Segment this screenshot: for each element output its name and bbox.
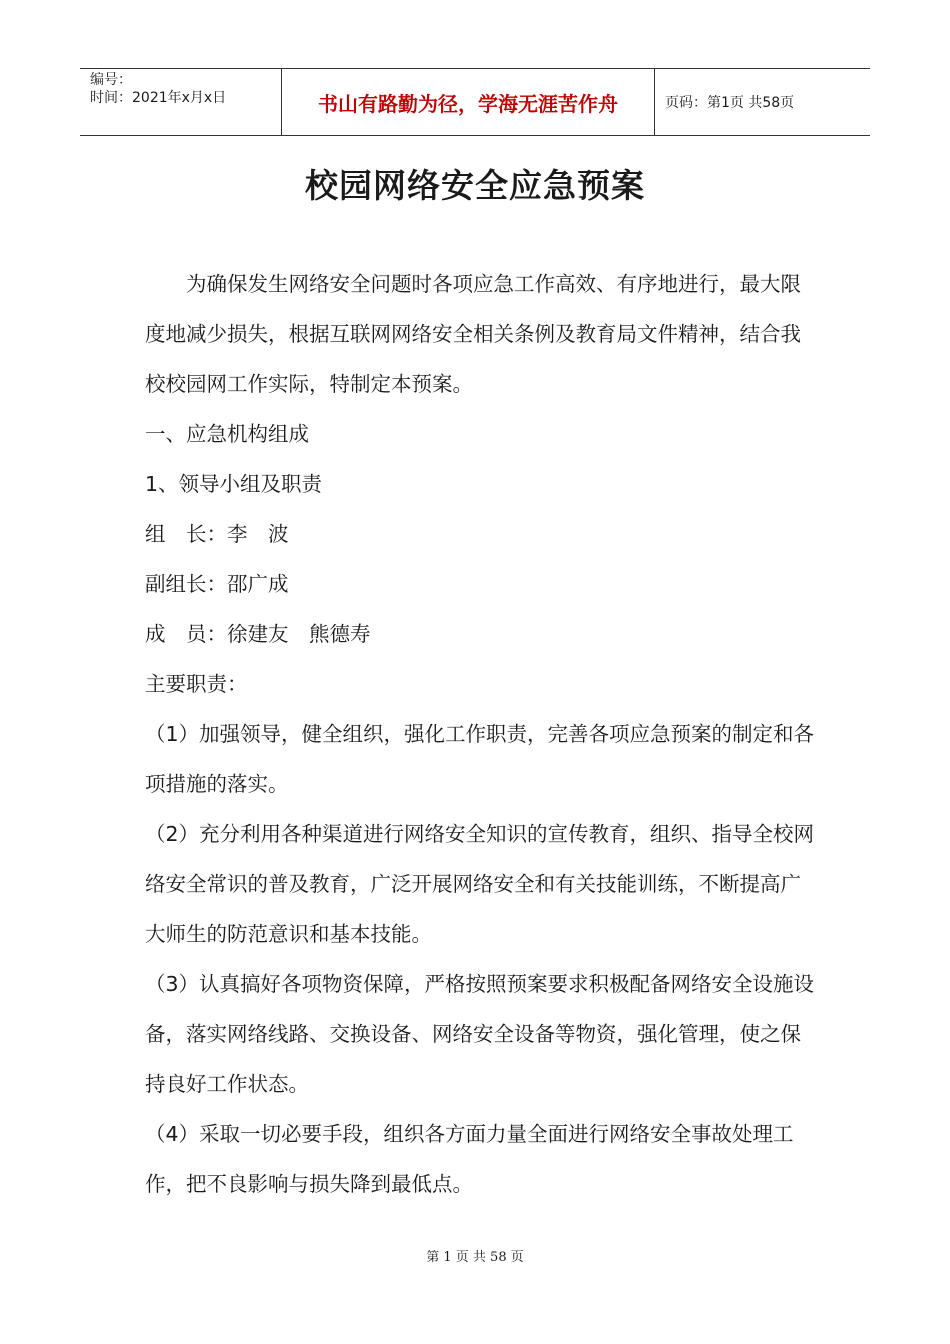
deputy-leader-line: 副组长：邵广成 [145,572,289,596]
document-time: 时间：2021年x月x日 [90,90,227,106]
leader-line: 组 长：李 波 [145,522,289,546]
duty-item: （3）认真搞好各项物资保障，严格按照预案要求积极配备网络安全设施设备，落实网络线路、交换设备、网络安全设备等物资，强化管理，使之保持良好工作状态。 [145,972,815,1096]
subsection-heading: 1、领导小组及职责 [145,472,323,496]
members-line: 成 员：徐建友 熊德寿 [145,622,371,646]
duty-item: （4）采取一切必要手段，组织各方面力量全面进行网络安全事故处理工作，把不良影响与损失降到最低点。 [145,1122,794,1196]
header-page-info: 页码：第1页 共58页 [665,95,795,111]
section-heading: 一、应急机构组成 [145,422,309,446]
duty-item: （2）充分利用各种渠道进行网络安全知识的宣传教育，组织、指导全校网络安全常识的普及教育，广泛开展网络安全和有关技能训练，不断提高广大师生的防范意识和基本技能。 [145,822,815,946]
document-title: 校园网络安全应急预案 [305,166,645,205]
header-motto: 书山有路勤为径，学海无涯苦作舟 [282,69,655,135]
intro-paragraph: 为确保发生网络安全问题时各项应急工作高效、有序地进行，最大限度地减少损失，根据互联网网络安全相关条例及教育局文件精神，结合我校校园网工作实际，特制定本预案。 [145,272,801,396]
document-body [145,259,815,1209]
document-header [80,68,870,136]
header-meta [80,69,282,135]
document-number: 编号： [90,72,132,88]
page-footer: 第 1 页 共 58 页 [426,1250,524,1265]
duties-heading: 主要职责： [145,672,248,696]
duty-item: （1）加强领导，健全组织，强化工作职责，完善各项应急预案的制定和各项措施的落实。 [145,722,815,796]
